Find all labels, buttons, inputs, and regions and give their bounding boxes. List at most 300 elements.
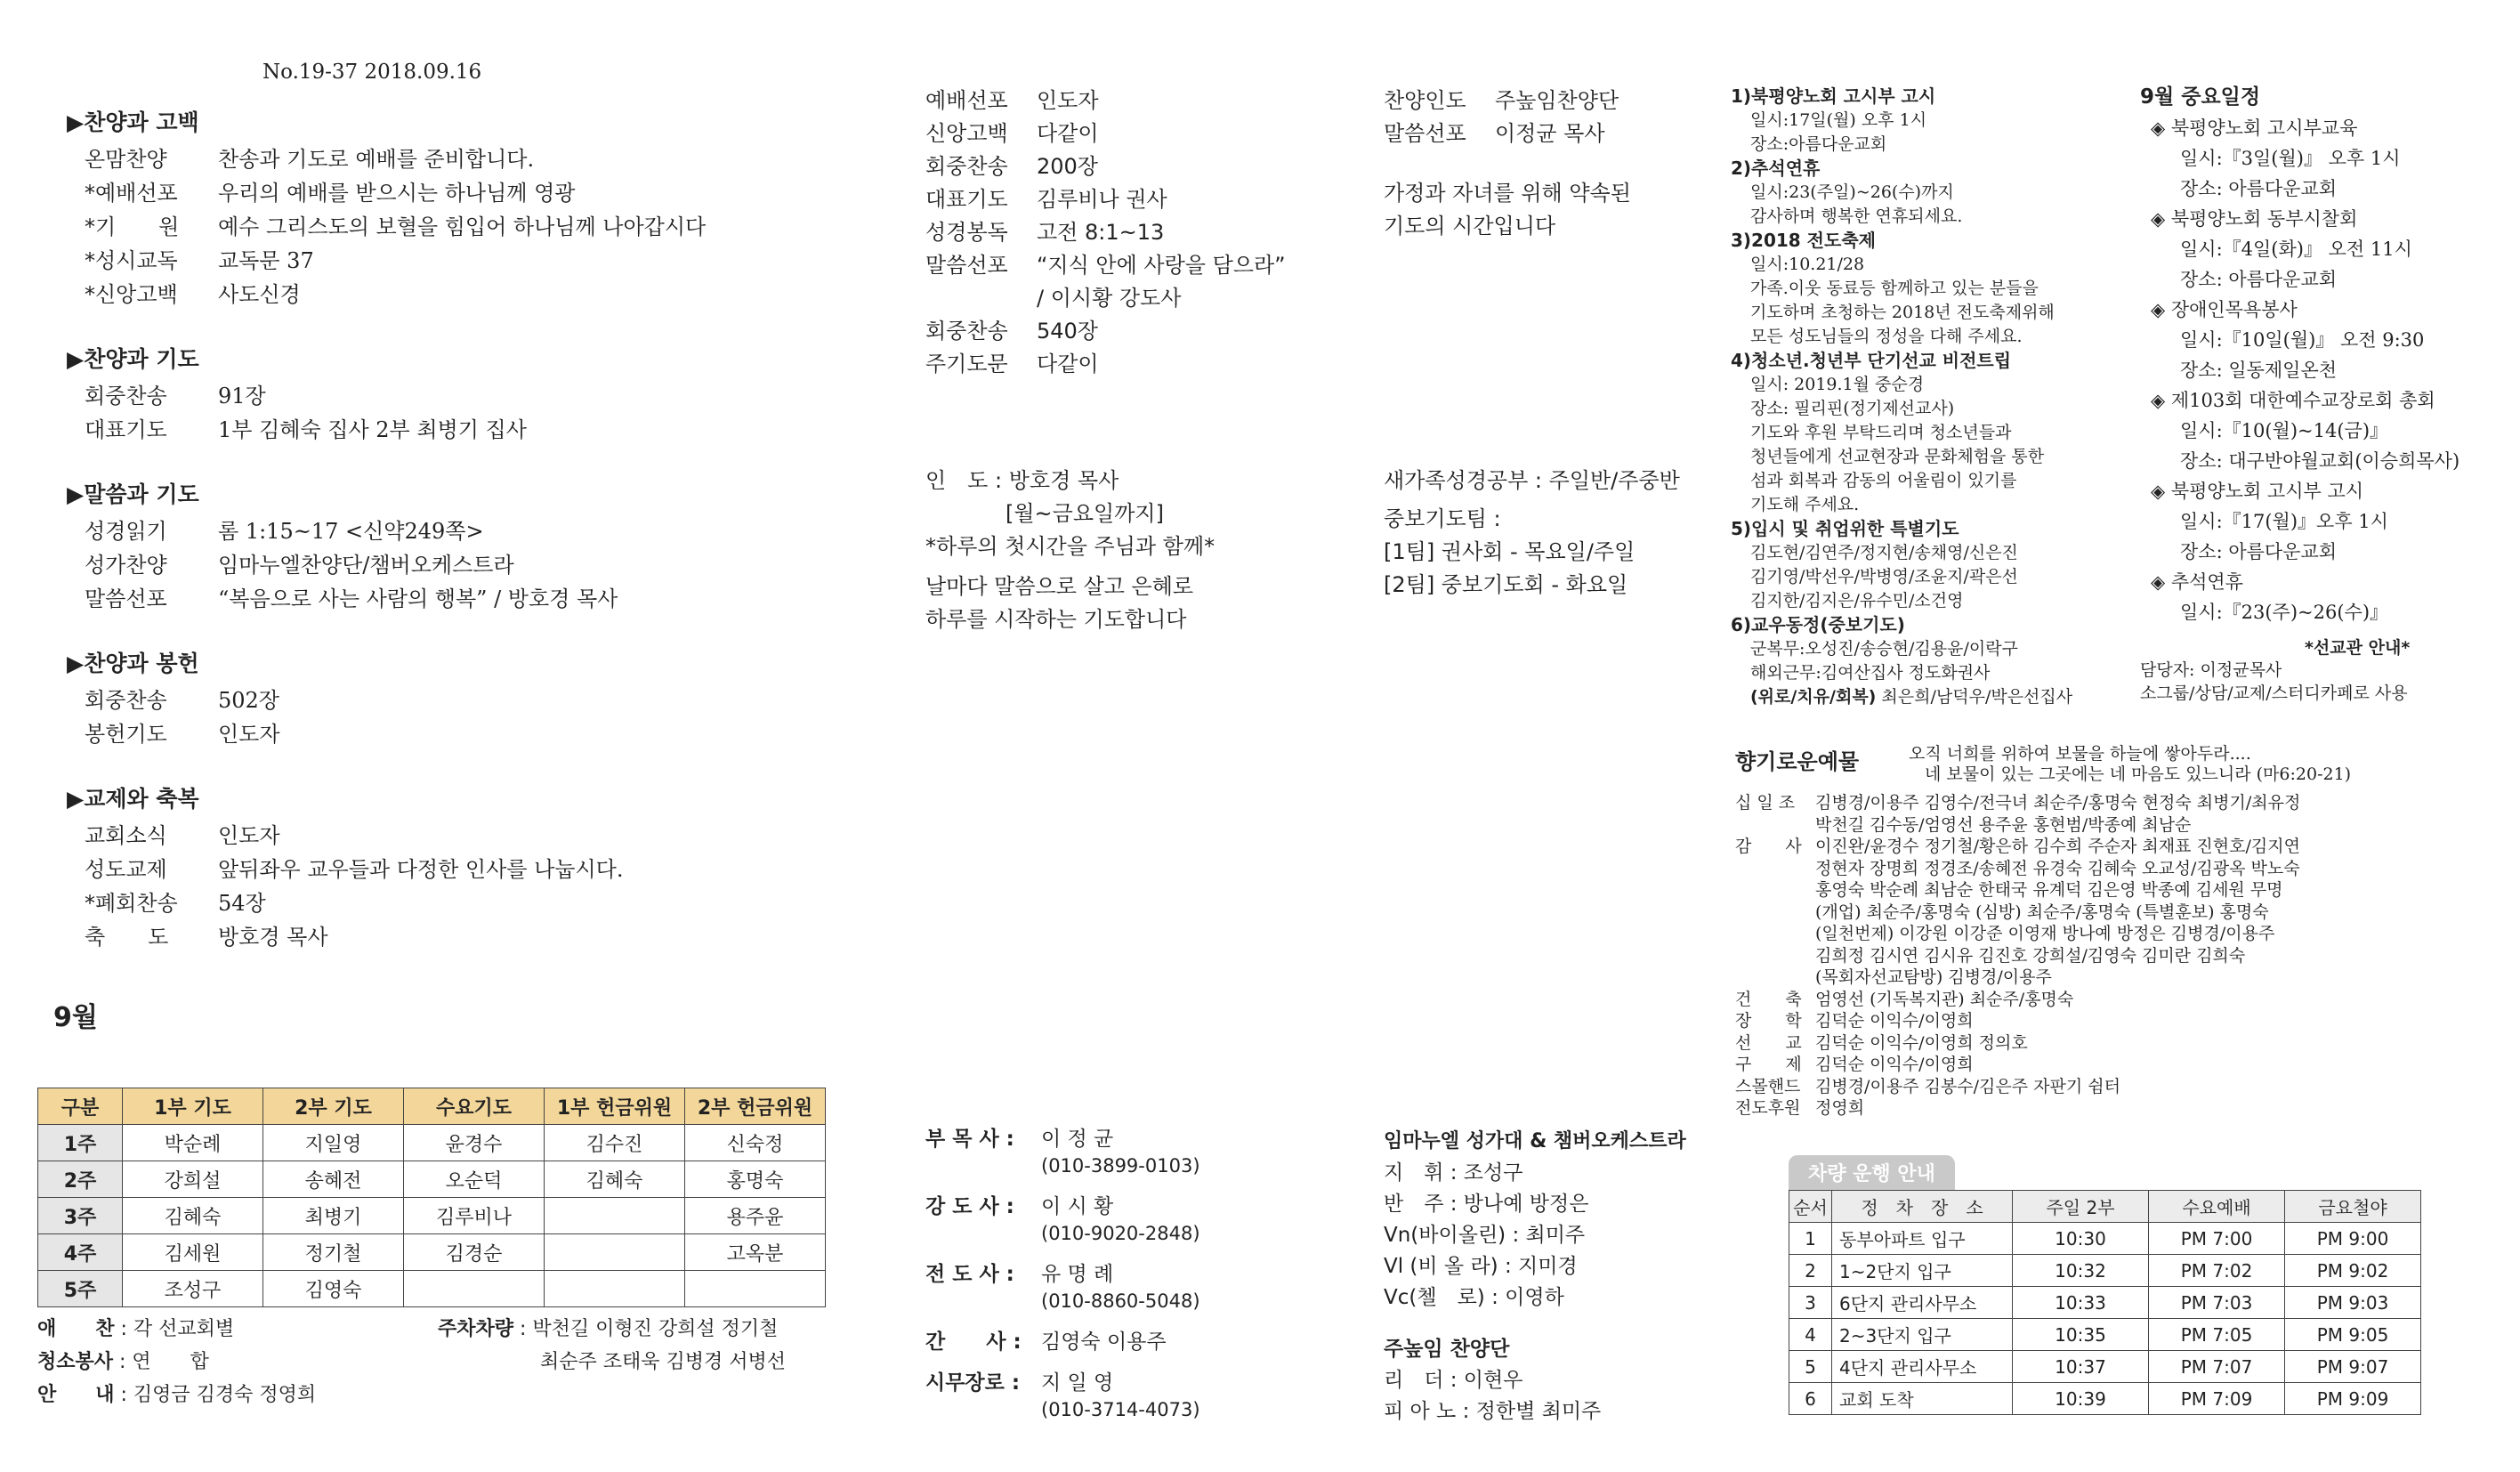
offering-category: 십 일 조 bbox=[1735, 793, 1796, 813]
offering-category: 스몰핸드 bbox=[1735, 1076, 1801, 1096]
afternoon-label: 말씀선포 bbox=[925, 253, 1008, 278]
duty-cell: 홍명숙 bbox=[685, 1161, 826, 1198]
order-label: 회중찬송 bbox=[85, 384, 167, 408]
bus-row bbox=[1789, 1255, 2421, 1287]
offering-category bbox=[1735, 879, 1815, 902]
bus-header: 금요철야 bbox=[2285, 1191, 2421, 1223]
bus-cell: 6 bbox=[1789, 1383, 1832, 1415]
staff-list bbox=[925, 1126, 1335, 1437]
order-label: *예배선포 bbox=[85, 181, 178, 206]
order-row bbox=[36, 548, 836, 582]
offering-row bbox=[1735, 1054, 2492, 1076]
offering-category: 선 교 bbox=[1735, 1032, 1802, 1053]
dawn-days: [월~금요일까지] bbox=[1006, 501, 1164, 526]
duty-row bbox=[38, 1234, 826, 1271]
afternoon-value: 김루비나 권사 bbox=[1037, 187, 1167, 212]
bus-cell: PM 7:09 bbox=[2149, 1383, 2285, 1415]
duty-row bbox=[38, 1125, 826, 1161]
offering-row bbox=[1735, 967, 2492, 989]
staff-role: 간 사 : bbox=[925, 1330, 1022, 1354]
choir-line: Vc(첼 로) : 이영하 bbox=[1384, 1286, 1564, 1309]
schedule-detail: 일시:『10일(월)』 오전 9:30 bbox=[2180, 329, 2425, 351]
news-line: 장소:아름다운교회 bbox=[1750, 134, 1887, 154]
staff-line bbox=[925, 1329, 1335, 1355]
offering-category: 구 제 bbox=[1735, 1055, 1802, 1074]
news-line: 기도해 주세요. bbox=[1750, 495, 1860, 514]
schedule-item: ◈ 북평양노회 고시부 고시 bbox=[2151, 481, 2364, 502]
duty-cell bbox=[685, 1271, 826, 1307]
duty-table bbox=[37, 1088, 826, 1307]
offering-category: 건 축 bbox=[1735, 989, 1802, 1009]
afternoon-label: 대표기도 bbox=[925, 187, 1008, 212]
news-line: 일시:23(주일)~26(수)까지 bbox=[1750, 182, 1954, 202]
order-value: “복음으로 사는 사람의 행복” / 방호경 목사 bbox=[218, 586, 618, 611]
duty-header: 2부 헌금위원 bbox=[685, 1088, 826, 1125]
order-value: 찬송과 기도로 예배를 준비합니다. bbox=[218, 147, 535, 172]
news-line: 김지한/김지은/유수민/소건영 bbox=[1750, 591, 1964, 611]
staff-line bbox=[925, 1370, 1335, 1396]
afternoon-value: / 이시황 강도사 bbox=[1037, 286, 1182, 311]
news-title: 3)2018 전도축제 bbox=[1731, 230, 1876, 251]
duty-cell: 2주 bbox=[38, 1161, 123, 1198]
staff-item bbox=[925, 1126, 1335, 1179]
staff-item bbox=[925, 1329, 1335, 1355]
bus-cell: 2~3단지 입구 bbox=[1832, 1319, 2013, 1351]
duty-cell: 송혜전 bbox=[263, 1161, 404, 1198]
bus-cell: PM 9:00 bbox=[2285, 1223, 2421, 1255]
order-row bbox=[36, 278, 836, 311]
afternoon-row bbox=[925, 315, 1335, 348]
news-line: 감사하며 행복한 연휴되세요. bbox=[1750, 206, 1963, 226]
schedule-detail: 일시:『3일(월)』 오후 1시 bbox=[2180, 148, 2401, 169]
afternoon-row bbox=[925, 85, 1335, 117]
news-title: 6)교우동정(중보기도) bbox=[1731, 614, 1905, 635]
order-row bbox=[36, 853, 836, 886]
duty-cell: 4주 bbox=[38, 1234, 123, 1271]
bus-cell: 교회 도착 bbox=[1832, 1383, 2013, 1415]
order-value: 1부 김혜숙 집사 2부 최병기 집사 bbox=[218, 417, 527, 442]
offering-row bbox=[1735, 945, 2492, 967]
bus-cell: 10:37 bbox=[2013, 1351, 2149, 1383]
bus-cell: PM 9:03 bbox=[2285, 1287, 2421, 1319]
news-line: 일시:17일(월) 오후 1시 bbox=[1750, 110, 1927, 130]
order-label: *신앙고백 bbox=[85, 282, 178, 307]
bus-cell: 10:33 bbox=[2013, 1287, 2149, 1319]
staff-line bbox=[925, 1126, 1335, 1153]
bus-cell: 10:32 bbox=[2013, 1255, 2149, 1287]
bus-cell: 1 bbox=[1789, 1223, 1832, 1255]
order-value: 91장 bbox=[218, 384, 266, 408]
offering-row bbox=[1735, 902, 2492, 924]
cleaning-value: : 연 합 bbox=[119, 1351, 209, 1373]
staff-name: 이 정 균 bbox=[1041, 1128, 1114, 1151]
order-value: 우리의 예배를 받으시는 하나님께 영광 bbox=[218, 181, 576, 206]
offering-category bbox=[1735, 945, 1815, 967]
bus-cell: 4단지 관리사무소 bbox=[1832, 1351, 2013, 1383]
offering-row bbox=[1735, 923, 2492, 945]
duty-cell: 김세원 bbox=[123, 1234, 263, 1271]
bus-header: 순서 bbox=[1789, 1191, 1832, 1223]
bus-cell: 1~2단지 입구 bbox=[1832, 1255, 2013, 1287]
offering-category bbox=[1735, 814, 1815, 837]
offering-category bbox=[1735, 967, 1815, 989]
offering-names: 이진완/윤경수 정기철/황은하 김수희 주순자 최재표 진현호/김지연 bbox=[1815, 837, 2300, 856]
offering-title: 향기로운예물 bbox=[1735, 749, 1860, 774]
parking-label: 주차차량 bbox=[438, 1318, 514, 1340]
choir-line: Vl (비 올 라) : 지미경 bbox=[1384, 1255, 1578, 1278]
schedule-detail: 장소: 일동제일온천 bbox=[2180, 360, 2338, 381]
mission-manager: 담당자: 이정균목사 bbox=[2140, 660, 2282, 680]
praise-team-title: 주높임 찬양단 bbox=[1384, 1338, 1510, 1361]
offering-category: 전도후원 bbox=[1735, 1098, 1801, 1118]
intercession-team-title: 중보기도팀 : bbox=[1384, 506, 1501, 531]
schedule-detail: 일시:『17(월)』오후 1시 bbox=[2180, 511, 2388, 532]
staff-item bbox=[925, 1261, 1335, 1314]
afternoon-label: 신앙고백 bbox=[925, 121, 1008, 146]
offering-category bbox=[1735, 858, 1815, 880]
order-value: 502장 bbox=[218, 688, 279, 713]
prayer-line-1: 가정과 자녀를 위해 약속된 bbox=[1384, 181, 1631, 206]
offering-names: 정영희 bbox=[1815, 1098, 1865, 1118]
news-extra-label: (위로/치유/회복) bbox=[1750, 687, 1877, 707]
news-line: 모든 성도님들의 정성을 다해 주세요. bbox=[1750, 327, 2023, 346]
order-row bbox=[36, 413, 836, 447]
news-title: 2)추석연휴 bbox=[1731, 158, 1821, 179]
schedule-detail: 장소: 아름다운교회 bbox=[2180, 541, 2338, 562]
offering-section bbox=[1735, 744, 2492, 1120]
section-title: ▶찬양과 봉헌 bbox=[67, 651, 199, 676]
duty-cell: 오순덕 bbox=[404, 1161, 545, 1198]
choir-line: Vn(바이올린) : 최미주 bbox=[1384, 1224, 1586, 1247]
news-line: 장소: 필리핀(정기제선교사) bbox=[1750, 399, 1955, 418]
order-label: 회중찬송 bbox=[85, 688, 167, 713]
order-label: 성도교제 bbox=[85, 857, 167, 882]
bus-cell: PM 7:03 bbox=[2149, 1287, 2285, 1319]
staff-item bbox=[925, 1370, 1335, 1423]
afternoon-row bbox=[925, 150, 1335, 183]
praise-value: 주높임찬양단 bbox=[1495, 88, 1619, 113]
mission-usage: 소그룹/상담/교제/스터디카페로 사용 bbox=[2140, 683, 2408, 703]
duty-cell: 박순례 bbox=[123, 1125, 263, 1161]
order-value: 교독문 37 bbox=[218, 248, 314, 273]
offering-row bbox=[1735, 1097, 2492, 1120]
offering-category: 장 학 bbox=[1735, 1011, 1802, 1031]
order-label: 봉헌기도 bbox=[85, 722, 167, 747]
offering-names: 김덕순 이익수/이영희 bbox=[1815, 1011, 1974, 1031]
offering-row bbox=[1735, 858, 2492, 880]
order-row bbox=[36, 244, 836, 278]
choir-title: 임마누엘 성가대 & 챔버오케스트라 bbox=[1384, 1130, 1686, 1153]
bus-cell: PM 9:05 bbox=[2285, 1319, 2421, 1351]
praise-label: 찬양인도 bbox=[1384, 88, 1466, 113]
offering-row bbox=[1735, 814, 2492, 837]
schedule-item: ◈ 제103회 대한예수교장로회 총회 bbox=[2151, 390, 2435, 411]
order-value: 예수 그리스도의 보혈을 힘입어 하나님께 나아갑시다 bbox=[218, 214, 707, 239]
new-family-study: 새가족성경공부 : 주일반/주중반 bbox=[1384, 468, 1680, 493]
offering-row bbox=[1735, 836, 2492, 858]
order-label: 교회소식 bbox=[85, 823, 167, 848]
offering-names: 홍영숙 박순례 최남순 한태국 유계덕 김은영 박종예 김세원 무명 bbox=[1815, 880, 2283, 900]
duty-cell: 김혜숙 bbox=[545, 1161, 685, 1198]
news-extra-value: 최은희/남덕우/박은선집사 bbox=[1881, 687, 2073, 707]
section-title: ▶찬양과 고백 bbox=[67, 109, 199, 135]
staff-role: 강 도 사 : bbox=[925, 1195, 1014, 1218]
order-label: 대표기도 bbox=[85, 417, 167, 442]
order-value: 인도자 bbox=[218, 722, 280, 747]
month-title: 9월 bbox=[53, 1002, 98, 1033]
staff-name: 김영숙 이용주 bbox=[1041, 1330, 1167, 1354]
sermon-value: 이정균 목사 bbox=[1495, 121, 1605, 146]
news-line: 기도와 후원 부탁드리며 청소년들과 bbox=[1750, 423, 2012, 442]
order-value: 사도신경 bbox=[218, 282, 301, 307]
offering-verse-1: 오직 너희를 위하여 보물을 하늘에 쌓아두라.... bbox=[1909, 744, 2251, 764]
news-line: 기도하며 초청하는 2018년 전도축제위해 bbox=[1750, 303, 2055, 322]
duty-cell: 고옥분 bbox=[685, 1234, 826, 1271]
staff-name: 유 명 례 bbox=[1041, 1263, 1114, 1286]
order-value: 앞뒤좌우 교우들과 다정한 인사를 나눕시다. bbox=[218, 857, 624, 882]
schedule-item: ◈ 북평양노회 동부시찰회 bbox=[2151, 208, 2358, 230]
duty-cell: 김루비나 bbox=[404, 1198, 545, 1234]
offering-names: 정현자 장명희 정경조/송혜전 유경숙 김혜숙 오교성/김광옥 박노숙 bbox=[1815, 858, 2300, 878]
bus-row bbox=[1789, 1287, 2421, 1319]
service-footer bbox=[37, 1313, 820, 1412]
offering-row bbox=[1735, 792, 2492, 814]
staff-item bbox=[925, 1193, 1335, 1247]
bus-row bbox=[1789, 1383, 2421, 1415]
order-row bbox=[36, 514, 836, 548]
duty-header: 1부 기도 bbox=[123, 1088, 263, 1125]
intercession-team-1: [1팀] 권사회 - 목요일/주일 bbox=[1384, 539, 1636, 564]
news-line: 섬과 회복과 감동의 어울림이 있기를 bbox=[1750, 471, 2017, 490]
duty-row bbox=[38, 1198, 826, 1234]
duty-cell: 김혜숙 bbox=[123, 1198, 263, 1234]
bus-cell: 동부아파트 입구 bbox=[1832, 1223, 2013, 1255]
duty-cell: 윤경수 bbox=[404, 1125, 545, 1161]
order-row bbox=[36, 920, 836, 954]
bus-tab-label: 차량 운행 안내 bbox=[1789, 1155, 1955, 1190]
order-row bbox=[36, 176, 836, 210]
bus-cell: 3 bbox=[1789, 1287, 1832, 1319]
news-line: 일시:10.21/28 bbox=[1750, 255, 1865, 274]
duty-row bbox=[38, 1271, 826, 1307]
afternoon-row bbox=[925, 249, 1335, 282]
schedule-item: ◈ 북평양노회 고시부교육 bbox=[2151, 117, 2358, 139]
offering-names: 김덕순 이익수/이영희 bbox=[1815, 1055, 1974, 1074]
order-label: *기 원 bbox=[85, 214, 180, 239]
order-label: 온맘찬양 bbox=[85, 147, 167, 172]
bus-cell: 10:39 bbox=[2013, 1383, 2149, 1415]
schedule-detail: 일시:『23(주)~26(수)』 bbox=[2180, 602, 2389, 623]
schedule-item: ◈ 장애인목욕봉사 bbox=[2151, 299, 2298, 320]
staff-role: 시무장로 : bbox=[925, 1371, 1021, 1395]
dawn-leader: 인 도 : 방호경 목사 bbox=[925, 468, 1119, 493]
staff-role: 부 목 사 : bbox=[925, 1128, 1014, 1151]
duty-cell: 김수진 bbox=[545, 1125, 685, 1161]
order-label: 성경읽기 bbox=[85, 519, 167, 544]
dawn-line-1: 날마다 말씀으로 살고 은혜로 bbox=[925, 574, 1194, 599]
bus-cell: 10:35 bbox=[2013, 1319, 2149, 1351]
duty-cell: 조성구 bbox=[123, 1271, 263, 1307]
news-line: 김기영/박선우/박병영/조윤지/곽은선 bbox=[1750, 567, 2018, 586]
news-title: 1)북평양노회 고시부 고시 bbox=[1731, 85, 1936, 107]
bus-cell: 6단지 관리사무소 bbox=[1832, 1287, 2013, 1319]
family-ministry bbox=[1384, 465, 1722, 602]
news-title: 5)입시 및 취업위한 특별기도 bbox=[1731, 518, 1959, 539]
duty-cell bbox=[404, 1271, 545, 1307]
duty-cell: 3주 bbox=[38, 1198, 123, 1234]
bus-cell: PM 9:02 bbox=[2285, 1255, 2421, 1287]
afternoon-worship bbox=[925, 85, 1335, 381]
parking-value-1: : 박천길 이형진 강희설 정기철 bbox=[520, 1318, 779, 1340]
afternoon-value: 540장 bbox=[1037, 319, 1098, 344]
afternoon-row bbox=[925, 117, 1335, 150]
duty-header: 수요기도 bbox=[404, 1088, 545, 1125]
issue-number: No.19-37 2018.09.16 bbox=[262, 61, 482, 84]
order-label: *성시교독 bbox=[85, 248, 178, 273]
cleaning-label: 청소봉사 bbox=[37, 1351, 114, 1373]
afternoon-label: 예배선포 bbox=[925, 88, 1008, 113]
offering-names: (개업) 최순주/홍명숙 (심방) 최순주/홍명숙 (특별훈보) 홍명숙 bbox=[1815, 902, 2269, 922]
duty-cell: 용주윤 bbox=[685, 1198, 826, 1234]
afternoon-label: 회중찬송 bbox=[925, 319, 1008, 344]
staff-phone: (010-3714-4073) bbox=[1041, 1399, 1200, 1420]
duty-cell: 신숙정 bbox=[685, 1125, 826, 1161]
offering-names: 엄영선 (기독복지관) 최순주/홍명숙 bbox=[1815, 989, 2074, 1009]
staff-phone: (010-9020-2848) bbox=[1041, 1223, 1200, 1244]
duty-cell: 강희설 bbox=[123, 1161, 263, 1198]
afternoon-row bbox=[925, 216, 1335, 249]
praise-team-line: 리 더 : 이현우 bbox=[1384, 1369, 1523, 1392]
offering-category bbox=[1735, 902, 1815, 924]
afternoon-value: 다같이 bbox=[1037, 352, 1099, 376]
duty-cell: 5주 bbox=[38, 1271, 123, 1307]
bus-cell: PM 9:09 bbox=[2285, 1383, 2421, 1415]
afternoon-row bbox=[925, 183, 1335, 216]
order-row bbox=[36, 142, 836, 176]
order-row bbox=[36, 210, 836, 244]
bus-cell: 4 bbox=[1789, 1319, 1832, 1351]
afternoon-value: 다같이 bbox=[1037, 121, 1099, 146]
order-row bbox=[36, 819, 836, 853]
schedule-item: ◈ 추석연휴 bbox=[2151, 571, 2243, 593]
bus-schedule bbox=[1789, 1155, 2421, 1415]
news-line: 청년들에게 선교현장과 문화체험을 통한 bbox=[1750, 447, 2045, 466]
offering-row bbox=[1735, 1032, 2492, 1055]
schedule-detail: 일시:『4일(화)』 오전 11시 bbox=[2180, 239, 2412, 260]
bus-cell: 5 bbox=[1789, 1351, 1832, 1383]
offering-category: 감 사 bbox=[1735, 837, 1802, 856]
dawn-motto: *하루의 첫시간을 주님과 함께* bbox=[925, 534, 1216, 559]
order-value: 방호경 목사 bbox=[218, 925, 328, 950]
staff-line bbox=[925, 1193, 1335, 1220]
staff-phone: (010-3899-0103) bbox=[1041, 1155, 1200, 1177]
afternoon-value: 고전 8:1~13 bbox=[1037, 220, 1165, 245]
schedule-detail: 장소: 아름다운교회 bbox=[2180, 269, 2338, 290]
bus-header: 주일 2부 bbox=[2013, 1191, 2149, 1223]
order-label: *폐회찬송 bbox=[85, 891, 178, 916]
staff-role: 전 도 사 : bbox=[925, 1263, 1014, 1286]
praise-team-line: 피 아 노 : 정한별 최미주 bbox=[1384, 1400, 1602, 1423]
schedule-detail: 장소: 대구반야월교회(이승희목사) bbox=[2180, 450, 2460, 472]
duty-header: 1부 헌금위원 bbox=[545, 1088, 685, 1125]
bus-cell: 10:30 bbox=[2013, 1223, 2149, 1255]
news-title: 4)청소년.청년부 단기선교 비전트립 bbox=[1731, 350, 2012, 371]
bus-cell: PM 7:02 bbox=[2149, 1255, 2285, 1287]
duty-row bbox=[38, 1161, 826, 1198]
duty-cell bbox=[545, 1271, 685, 1307]
offering-names: 김희정 김시연 김시유 김진호 강희설/김영숙 김미란 김희숙 bbox=[1815, 945, 2246, 966]
parking-value-2: 최순주 조태욱 김병경 서병선 bbox=[540, 1351, 787, 1373]
afternoon-label: 회중찬송 bbox=[925, 154, 1008, 179]
offering-category bbox=[1735, 923, 1815, 945]
order-row bbox=[36, 717, 836, 751]
prayer-line-2: 기도의 시간입니다 bbox=[1384, 214, 1556, 239]
evening-service bbox=[1384, 85, 1722, 243]
offering-names: (목회자선교탐방) 김병경/이용주 bbox=[1815, 967, 2052, 987]
duty-cell: 김영숙 bbox=[263, 1271, 404, 1307]
news-line: 군복무:오성진/송승현/김용윤/이락구 bbox=[1750, 639, 2018, 659]
duty-cell bbox=[545, 1198, 685, 1234]
guide-label: 안 내 bbox=[37, 1384, 115, 1406]
offering-row bbox=[1735, 989, 2492, 1011]
offering-row bbox=[1735, 1076, 2492, 1098]
afternoon-value: “지식 안에 사랑을 담으라” bbox=[1037, 253, 1286, 278]
duty-cell: 1주 bbox=[38, 1125, 123, 1161]
afternoon-label: 성경봉독 bbox=[925, 220, 1008, 245]
church-news bbox=[1731, 85, 2127, 709]
afternoon-row bbox=[925, 348, 1335, 381]
aechan-value: : 각 선교회별 bbox=[120, 1318, 235, 1340]
afternoon-label: 주기도문 bbox=[925, 352, 1008, 376]
bus-cell: 2 bbox=[1789, 1255, 1832, 1287]
offering-names: (일천번제) 이강원 이강준 이영재 방나예 방정은 김병경/이용주 bbox=[1815, 924, 2275, 943]
news-line: 김도현/김연주/정지현/송채영/신은진 bbox=[1750, 543, 2018, 562]
bus-table bbox=[1789, 1190, 2421, 1415]
intercession-team-2: [2팀] 중보기도회 - 화요일 bbox=[1384, 572, 1628, 597]
bus-cell: PM 7:00 bbox=[2149, 1223, 2285, 1255]
offering-names: 박천길 김수동/엄영선 용주윤 홍현범/박종예 최남순 bbox=[1815, 814, 2192, 835]
order-label: 축 도 bbox=[85, 925, 169, 950]
duty-header: 구분 bbox=[38, 1088, 123, 1125]
schedule-detail: 일시:『10(월)~14(금)』 bbox=[2180, 420, 2389, 441]
duty-cell: 지일영 bbox=[263, 1125, 404, 1161]
bus-cell: PM 7:07 bbox=[2149, 1351, 2285, 1383]
staff-phone: (010-8860-5048) bbox=[1041, 1290, 1200, 1312]
schedule-detail: 장소: 아름다운교회 bbox=[2180, 178, 2338, 199]
dawn-line-2: 하루를 시작하는 기도합니다 bbox=[925, 607, 1187, 632]
schedule-title: 9월 중요일정 bbox=[2140, 85, 2261, 109]
order-label: 말씀선포 bbox=[85, 586, 167, 611]
afternoon-row bbox=[925, 282, 1335, 315]
bus-row bbox=[1789, 1223, 2421, 1255]
bus-row bbox=[1789, 1351, 2421, 1383]
bus-header: 수요예배 bbox=[2149, 1191, 2285, 1223]
duty-cell bbox=[545, 1234, 685, 1271]
offering-verse-2: 네 보물이 있는 그곳에는 네 마음도 있느니라 (마6:20-21) bbox=[1925, 764, 2352, 784]
order-value: 인도자 bbox=[218, 823, 280, 848]
section-title: ▶말씀과 기도 bbox=[67, 481, 199, 507]
bus-cell: PM 7:05 bbox=[2149, 1319, 2285, 1351]
order-row bbox=[36, 683, 836, 717]
duty-cell: 정기철 bbox=[263, 1234, 404, 1271]
duty-table-wrap bbox=[37, 1088, 826, 1307]
order-label: 성가찬양 bbox=[85, 553, 167, 578]
news-line: 가족.이웃 동료등 함께하고 있는 분들을 bbox=[1750, 279, 2039, 298]
duty-header: 2부 기도 bbox=[263, 1088, 404, 1125]
offering-names: 김병경/이용주 김영수/전극녀 최순주/홍명숙 현정숙 최병기/최유정 bbox=[1815, 793, 2301, 813]
choir-line: 지 휘 : 조성구 bbox=[1384, 1161, 1523, 1185]
news-line: 해외근무:김여산집사 정도화권사 bbox=[1750, 663, 1991, 683]
